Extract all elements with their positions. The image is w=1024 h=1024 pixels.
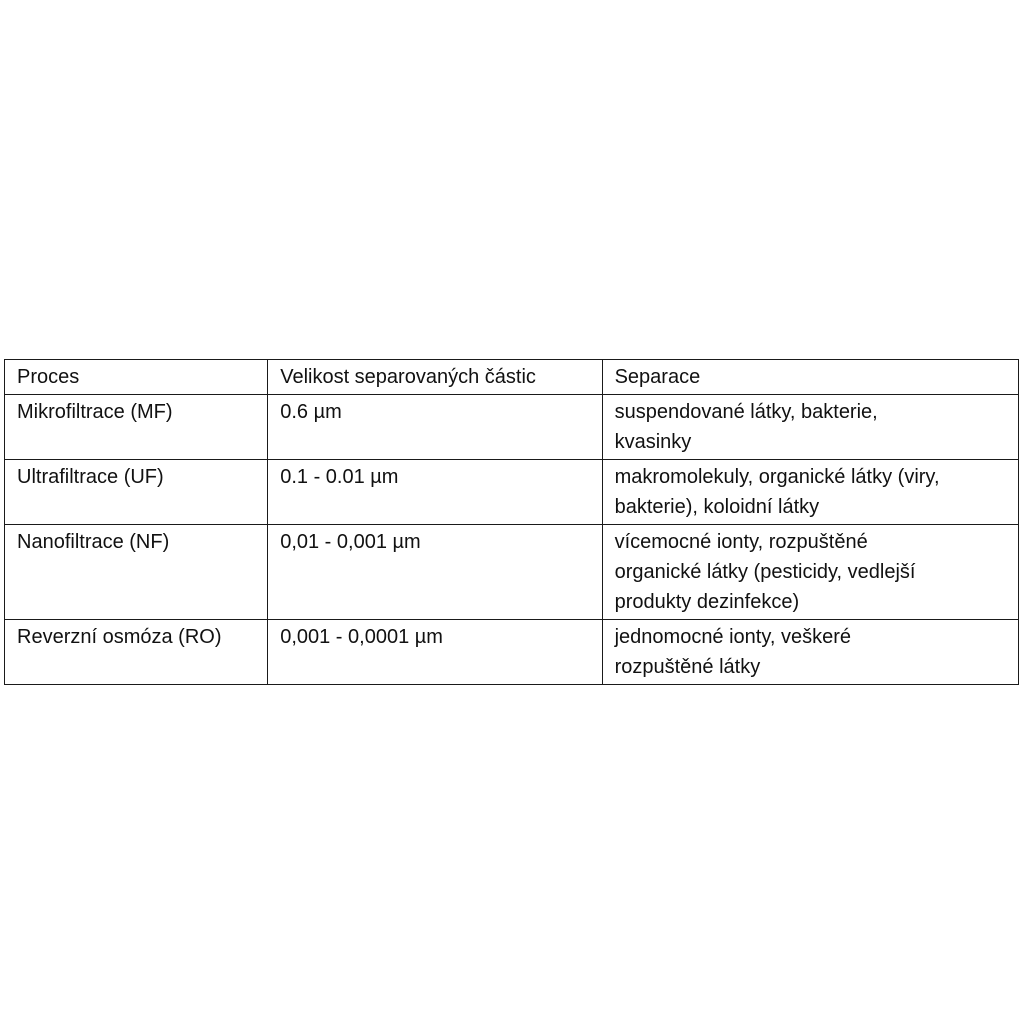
table-row — [5, 525, 1019, 620]
table-row — [5, 620, 1019, 685]
cell-separace: makromolekuly, organické látky (viry, bakterie), koloidní látky — [602, 460, 1018, 525]
cell-separace: vícemocné ionty, rozpuštěné organické látky (pesticidy, vedlejší produkty dezinfekce) — [602, 525, 1018, 620]
table-row — [5, 460, 1019, 525]
cell-proces: Ultrafiltrace (UF) — [5, 460, 268, 525]
cell-proces: Mikrofiltrace (MF) — [5, 395, 268, 460]
cell-proces: Reverzní osmóza (RO) — [5, 620, 268, 685]
cell-velikost: 0,001 - 0,0001 µm — [268, 620, 602, 685]
cell-separace: suspendované látky, bakterie, kvasinky — [602, 395, 1018, 460]
header-velikost: Velikost separovaných částic — [268, 360, 602, 395]
document-page — [4, 359, 1019, 685]
cell-velikost: 0.1 - 0.01 µm — [268, 460, 602, 525]
cell-separace: jednomocné ionty, veškeré rozpuštěné látky — [602, 620, 1018, 685]
header-proces: Proces — [5, 360, 268, 395]
cell-proces: Nanofiltrace (NF) — [5, 525, 268, 620]
header-separace: Separace — [602, 360, 1018, 395]
separation-table — [4, 359, 1019, 685]
cell-velikost: 0,01 - 0,001 µm — [268, 525, 602, 620]
table-row — [5, 395, 1019, 460]
cell-velikost: 0.6 µm — [268, 395, 602, 460]
table-header-row — [5, 360, 1019, 395]
